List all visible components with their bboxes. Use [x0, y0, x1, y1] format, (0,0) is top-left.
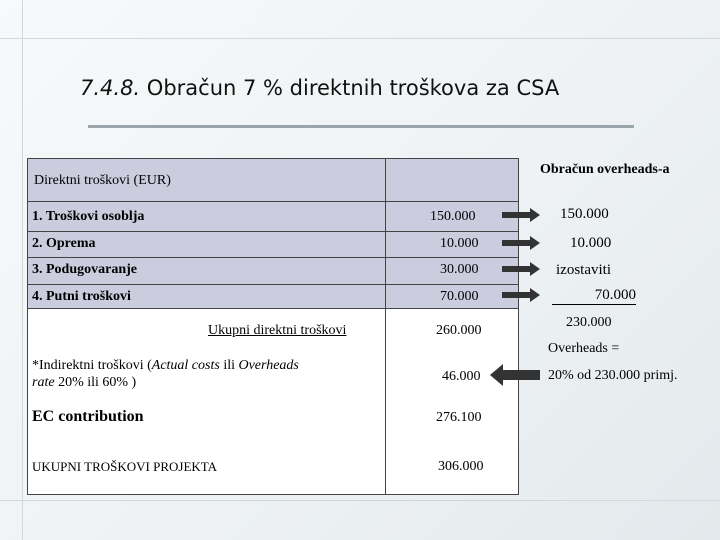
arrow-left-icon	[490, 364, 540, 386]
ec-label: EC contribution	[32, 408, 144, 425]
row-value: 10.000	[440, 236, 479, 251]
side-value: 10.000	[570, 235, 612, 251]
side-value: 70.000	[552, 287, 636, 305]
title-underline	[88, 125, 634, 128]
row-value: 150.000	[430, 209, 476, 224]
row-label: 4. Putni troškovi	[32, 289, 131, 304]
overheads-label: Overheads =	[548, 341, 620, 356]
ec-value: 276.100	[436, 410, 482, 425]
side-sum: 230.000	[566, 315, 612, 330]
decor-line	[22, 0, 23, 540]
indirect-label	[32, 357, 382, 391]
side-value: 150.000	[560, 206, 609, 222]
title-number: 7.4.8.	[80, 76, 141, 100]
indirect-label-line1: *Indirektni troškovi (Actual costs ili Overheads	[32, 358, 299, 373]
decor-line	[0, 500, 720, 501]
overheads-calc: 20% od 230.000 primj.	[548, 368, 678, 383]
arrow-right-icon	[502, 235, 542, 251]
row-value: 30.000	[440, 262, 479, 277]
title-text: Obračun 7 % direktnih troškova za CSA	[146, 76, 560, 100]
row-label: 3. Podugovaranje	[32, 262, 137, 277]
column-divider	[385, 159, 386, 494]
cost-table	[27, 158, 519, 495]
row-label: 1. Troškovi osoblja	[32, 209, 145, 224]
total-direct-value: 260.000	[436, 323, 482, 338]
row-value: 70.000	[440, 289, 479, 304]
header-left: Direktni troškovi (EUR)	[34, 173, 171, 188]
arrow-right-icon	[502, 207, 542, 223]
total-direct-label: Ukupni direktni troškovi	[208, 323, 347, 338]
project-total-value: 306.000	[438, 459, 484, 474]
decor-line	[0, 38, 720, 39]
project-total-label: UKUPNI TROŠKOVI PROJEKTA	[32, 459, 218, 474]
row-label: 2. Oprema	[32, 236, 96, 251]
side-value: izostaviti	[556, 262, 611, 278]
arrow-right-icon	[502, 287, 542, 303]
arrow-right-icon	[502, 261, 542, 277]
overheads-header: Obračun overheads-a	[540, 162, 670, 177]
page-title	[80, 76, 680, 100]
indirect-label-line2: rate 20% ili 60% )	[32, 375, 137, 390]
indirect-value: 46.000	[442, 369, 481, 384]
